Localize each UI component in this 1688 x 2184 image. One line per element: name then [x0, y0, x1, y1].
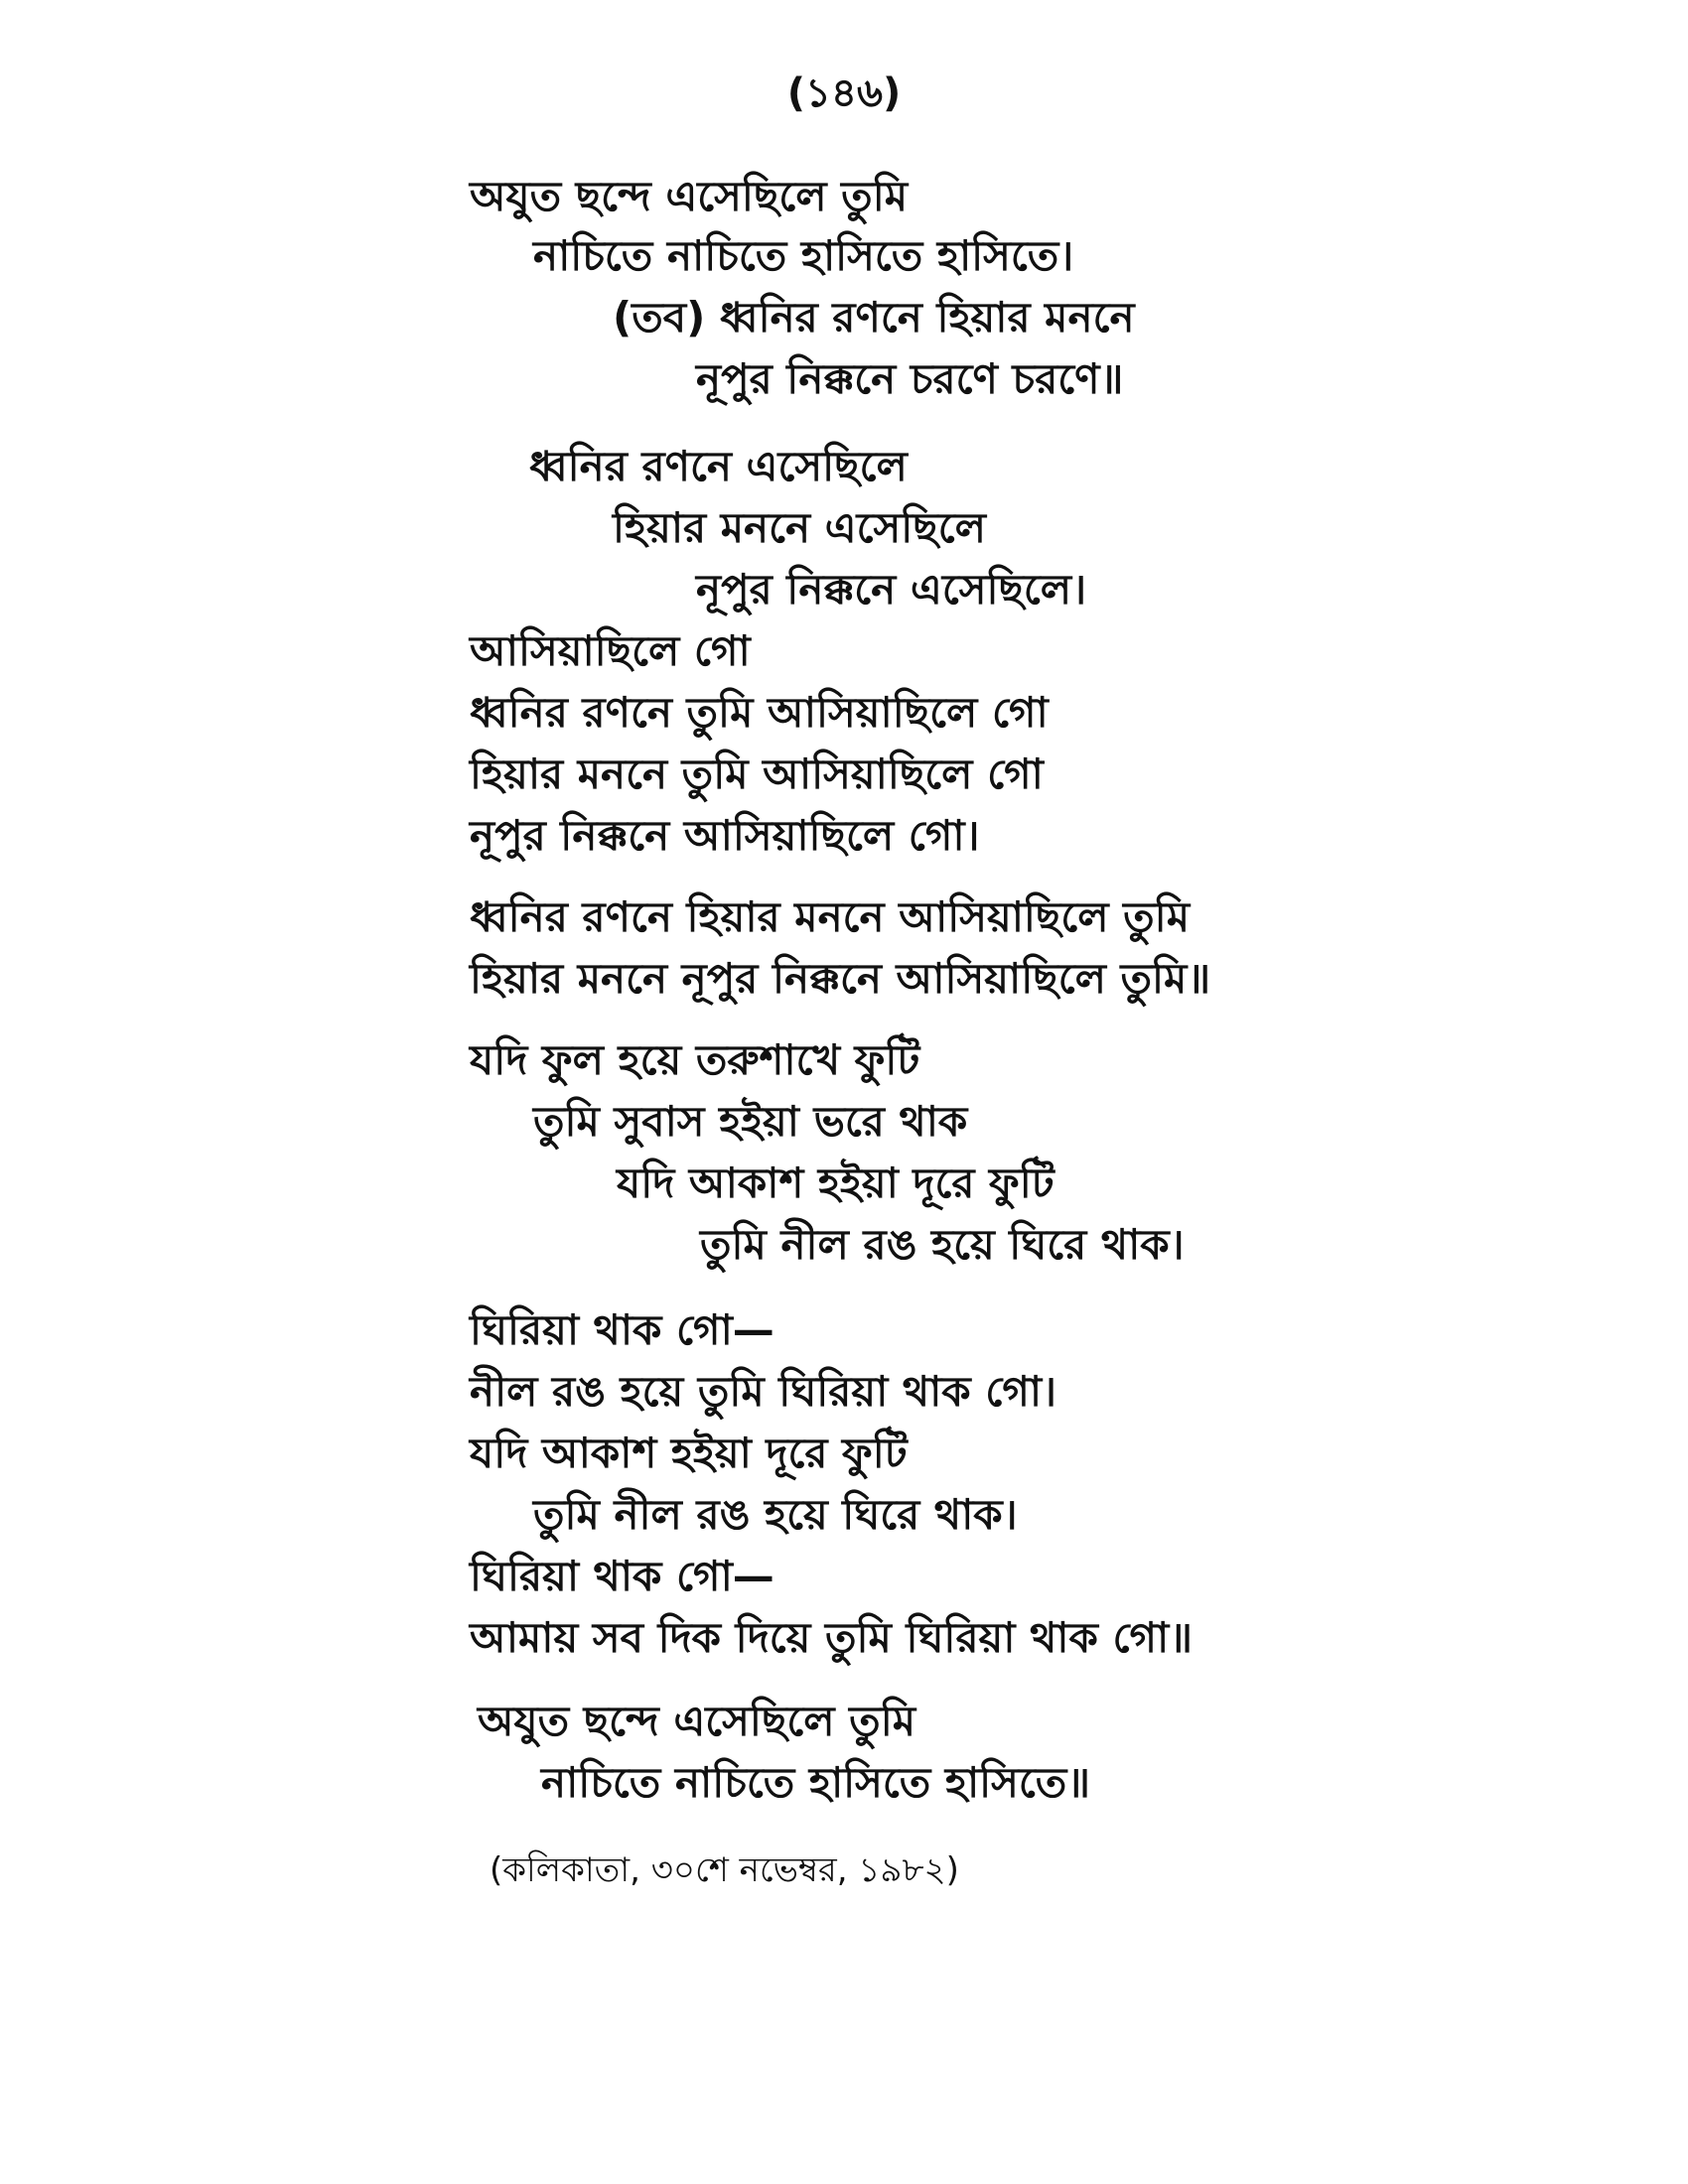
poem-line: হিয়ার মননে তুমি আসিয়াছিলে গো	[470, 750, 1044, 798]
poem-line: নীল রঙ হয়ে তুমি ঘিরিয়া থাক গো।	[470, 1367, 1057, 1416]
poem-line: তুমি নীল রঙ হয়ে ঘিরে থাক।	[700, 1220, 1185, 1269]
poem-line: আসিয়াছিলে গো	[470, 626, 751, 675]
poem-line: নূপুর নিক্কনে চরণে চরণে॥	[696, 354, 1124, 403]
poem-line: ধ্বনির রণনে এসেছিলে	[529, 442, 908, 490]
poem-line: নূপুর নিক্কনে এসেছিলে।	[696, 565, 1087, 614]
poem-line: (তব) ধ্বনির রণনে হিয়ার মননে	[613, 293, 1135, 341]
poem-line: হিয়ার মননে এসেছিলে	[613, 503, 986, 552]
poem-line: যদি আকাশ হইয়া দূরে ফুটি	[617, 1159, 1055, 1207]
poem-line: তুমি সুবাস হইয়া ভরে থাক	[533, 1097, 968, 1146]
poem-line: অযুত ছন্দে এসেছিলে তুমি	[478, 1697, 916, 1745]
poem-line: ধ্বনির রণনে হিয়ার মননে আসিয়াছিলে তুমি	[470, 892, 1191, 941]
page-number: (১৪৬)	[786, 70, 902, 116]
poem-line: নাচিতে নাচিতে হাসিতে হাসিতে।	[533, 231, 1074, 280]
poem-line: আমায় সব দিক দিয়ে তুমি ঘিরিয়া থাক গো॥	[470, 1613, 1193, 1662]
poem-line: ঘিরিয়া থাক গো—	[470, 1305, 774, 1354]
poem-line: নাচিতে নাচিতে হাসিতে হাসিতে॥	[541, 1758, 1091, 1807]
poem-line: ধ্বনির রণনে তুমি আসিয়াছিলে গো	[470, 688, 1049, 737]
poem-line: ঘিরিয়া থাক গো—	[470, 1552, 774, 1600]
poem-line: যদি আকাশ হইয়া দূরে ফুটি	[470, 1429, 908, 1477]
date-place-note: (কলিকাতা, ৩০শে নভেম্বর, ১৯৮২)	[490, 1850, 959, 1890]
poem-line: অযুত ছন্দে এসেছিলে তুমি	[470, 172, 909, 220]
poem-line: তুমি নীল রঙ হয়ে ঘিরে থাক।	[533, 1490, 1018, 1539]
poem-line: যদি ফুল হয়ে তরুশাখে ফুটি	[470, 1035, 920, 1084]
poem-line: নূপুর নিক্কনে আসিয়াছিলে গো।	[470, 811, 980, 860]
poem-line: হিয়ার মননে নূপুর নিক্কনে আসিয়াছিলে তুমি॥	[470, 954, 1211, 1003]
